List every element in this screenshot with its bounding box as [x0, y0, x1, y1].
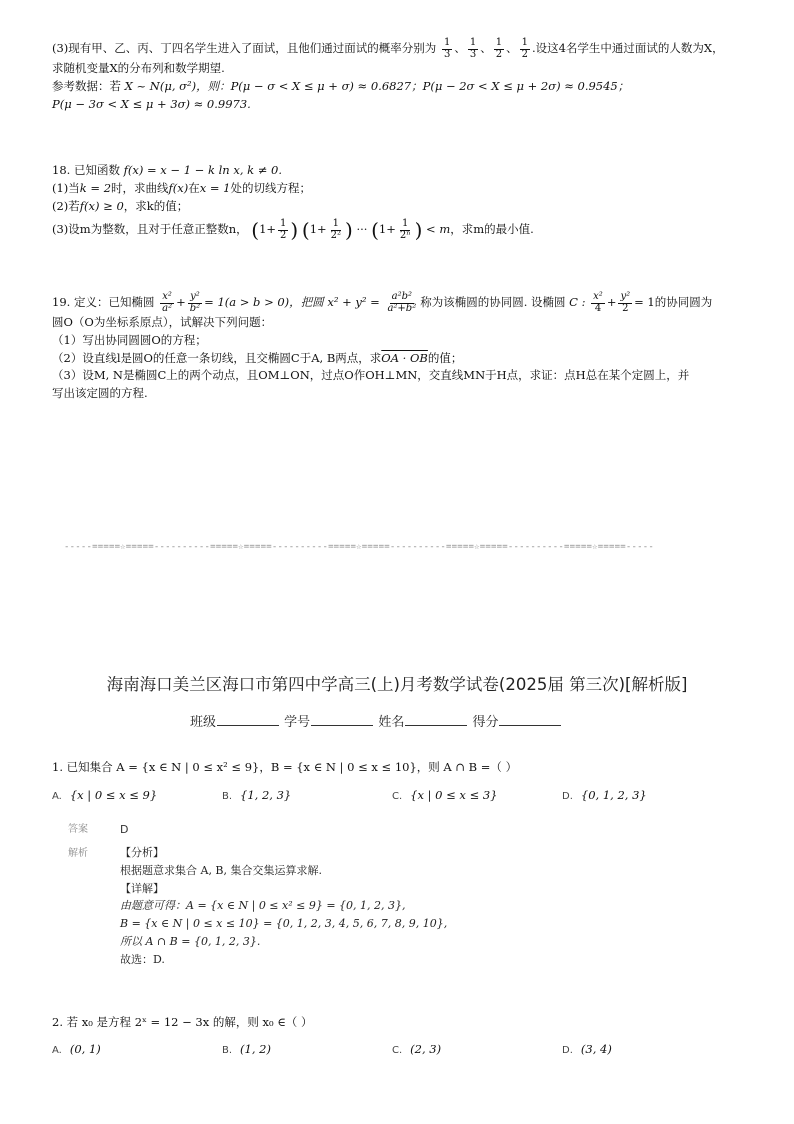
id-blank[interactable] [311, 714, 373, 726]
q19-line2: 圆O（O为坐标系原点），试解决下列问题： [52, 315, 273, 329]
fraction: $\frac{1}{3}$ [443, 37, 451, 60]
analysis-label: 解析 [68, 848, 88, 859]
q18-part3: (3)设m为整数，且对于任意正整数n， (1+ $\frac{1}{2}$ ) (1+ $\frac{1}{\text{2²}}$ ) ··· (1+ $\frac{1}{\text{2ⁿ}}$ ) < m，求m的最小值. [52, 218, 534, 243]
question-18 [52, 162, 754, 241]
question-17-part3 [52, 38, 754, 113]
q17-reference-2: P(μ − 3σ < X ≤ μ + 3σ) ≈ 0.9973. [52, 96, 251, 111]
option-d[interactable]: D. (3, 4) [562, 1042, 612, 1056]
q19-part3: （3）设M, N是椭圆C上的两个动点，且OM⊥ON，过点O作OH⊥MN，交直线MN于H点，求证：点H总在某个定圆上，并 [52, 368, 690, 383]
id-label: 学号 [284, 715, 311, 730]
score-blank[interactable] [499, 714, 561, 726]
fraction: $\frac{\text{x²}}{4}$ [593, 291, 603, 314]
answer-label: 答案 [68, 824, 88, 835]
analysis-content [120, 844, 447, 969]
analysis-line: 由题意可得：A = {x ∈ N | 0 ≤ x² ≤ 9} = {0, 1, 2, 3}, [120, 899, 406, 913]
q19-part1: （1）写出协同圆圆O的方程； [52, 332, 207, 347]
fraction: $\frac{\text{y²}}{\text{b²}}$ [189, 291, 201, 314]
answer-value: D [120, 823, 129, 836]
section-separator: -----=====☆=====----------=====☆=====----------=====☆=====----------=====☆=====----------=====☆=====----- [64, 542, 654, 552]
class-blank[interactable] [217, 714, 279, 726]
fraction: $\frac{1}{2}$ [521, 37, 528, 60]
analysis-line: 【详解】 [120, 881, 164, 895]
fraction: $\frac{1}{\text{2²}}$ [330, 218, 342, 241]
fraction: $\frac{1}{3}$ [469, 37, 477, 60]
option-a[interactable]: A. (0, 1) [52, 1042, 101, 1056]
q17-line1: (3)现有甲、乙、丙、丁四名学生进入了面试，且他们通过面试的概率分别为 $\frac{1}{3}$ 、 $\frac{1}{3}$ 、 $\frac{1}{2}$ 、 $\frac{1}{2}$ .设这4名学生中通过面试的人数为X， [52, 37, 724, 60]
fraction: $\frac{\text{x²}}{\text{a²}}$ [162, 291, 173, 314]
question-1-options [52, 787, 752, 805]
q18-part2: (2)若f(x) ≥ 0，求k的值； [52, 198, 189, 213]
student-info-line [190, 713, 562, 733]
analysis-line: 故选：D. [120, 952, 165, 966]
option-d[interactable]: D. {0, 1, 2, 3} [562, 788, 647, 802]
q18-stem: 18. 已知函数 f(x) = x − 1 − k ln x, k ≠ 0. [52, 163, 283, 177]
fraction: $\frac{1}{\text{2ⁿ}}$ [399, 218, 411, 241]
question-2-options [52, 1041, 752, 1059]
score-label: 得分 [472, 715, 499, 730]
question-2-stem: 2. 若 x₀ 是方程 2ˣ = 12 − 3x 的解，则 x₀ ∈（ ） [52, 1015, 313, 1029]
class-label: 班级 [190, 715, 217, 730]
q18-part1: (1)当k = 2时，求曲线f(x)在x = 1处的切线方程； [52, 180, 311, 195]
name-label: 姓名 [378, 715, 405, 730]
question-19 [52, 292, 754, 403]
q17-reference: 参考数据：若 X ~ N(μ, σ²)，则：P(μ − σ < X ≤ μ + σ) ≈ 0.6827；P(μ − 2σ < X ≤ μ + 2σ) ≈ 0.9545； [52, 78, 630, 93]
analysis-line: 所以 A ∩ B = {0, 1, 2, 3}. [120, 935, 261, 949]
q19-part2: （2）设直线l是圆O的任意一条切线，且交椭圆C于A, B两点，求OA · OB的值； [52, 350, 463, 365]
fraction: $\frac{\text{y²}}{2}$ [620, 291, 631, 314]
question-1-stem: 1. 已知集合 A = {x ∈ N | 0 ≤ x² ≤ 9}，B = {x ∈ N | 0 ≤ x ≤ 10}，则 A ∩ B =（ ） [52, 760, 518, 774]
name-blank[interactable] [405, 714, 467, 726]
option-b[interactable]: B. {1, 2, 3} [222, 788, 292, 802]
option-b[interactable]: B. (1, 2) [222, 1042, 271, 1056]
q19-part3-cont: 写出该定圆的方程. [52, 386, 148, 401]
fraction: $\frac{\text{a²b²}}{\text{a²+b²}}$ [387, 291, 417, 314]
q17-line2: 求随机变量X的分布列和数学期望. [52, 61, 225, 75]
option-c[interactable]: C. (2, 3) [392, 1042, 442, 1056]
analysis-line: 根据题意求集合 A, B, 集合交集运算求解. [120, 863, 323, 877]
analysis-line: 【分析】 [120, 846, 164, 859]
document-title: 海南海口美兰区海口市第四中学高三(上)月考数学试卷(2025届 第三次)[解析版] [106, 675, 688, 694]
q19-line1: 19. 定义：已知椭圆 $\frac{\text{x²}}{\text{a²}}$ + $\frac{\text{y²}}{\text{b²}}$ = 1(a > b > 0)，把圆 x² + y² = $\frac{\text{a²b²}}{\text{a²+b²}}$ 称为该椭圆的协同圆. 设椭圆 C : $\frac{\text{x²}}{4}$ + $\frac{\text{y²}}{2}$ = 1的协同圆为 [52, 291, 713, 314]
option-c[interactable]: C. {x | 0 ≤ x ≤ 3} [392, 788, 498, 802]
fraction: $\frac{1}{2}$ [495, 37, 503, 60]
fraction: $\frac{1}{2}$ [280, 218, 287, 241]
option-a[interactable]: A. {x | 0 ≤ x ≤ 9} [52, 788, 158, 802]
analysis-line: B = {x ∈ N | 0 ≤ x ≤ 10} = {0, 1, 2, 3, 4, 5, 6, 7, 8, 9, 10}, [120, 917, 448, 931]
